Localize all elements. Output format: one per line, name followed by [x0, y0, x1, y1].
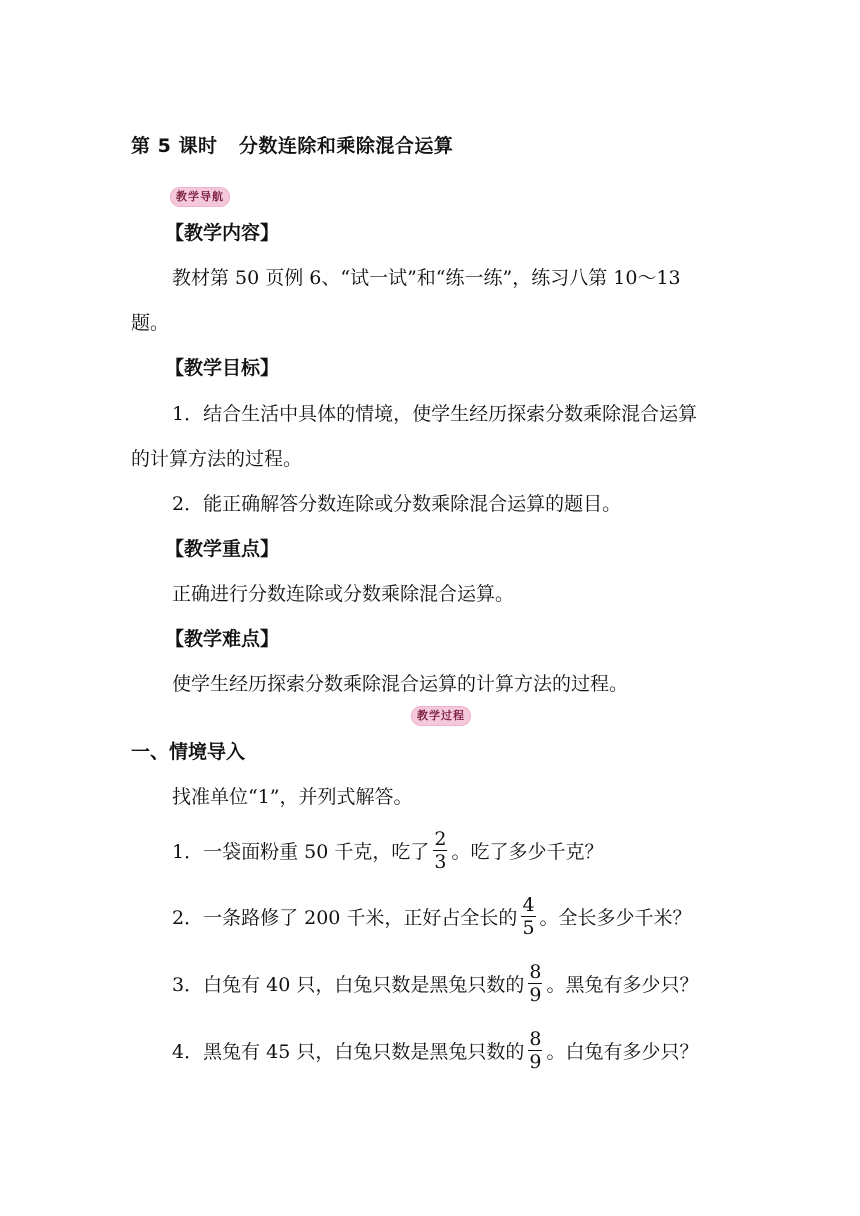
difficulty-heading: 【教学难点】 — [165, 628, 280, 650]
question-2-end: 。全长多少千米？ — [539, 907, 692, 929]
teaching-process-badge: 教学过程 — [411, 706, 471, 726]
question-4-text: 4．黑兔有 45 只，白兔只数是黑兔只数的 — [172, 1041, 525, 1063]
fraction-denominator: 9 — [529, 1051, 542, 1073]
fraction-numerator: 4 — [522, 894, 535, 916]
fraction-denominator: 5 — [522, 917, 535, 939]
question-3-end: 。黑兔有多少只？ — [546, 974, 699, 996]
question-4 — [172, 1028, 698, 1073]
goal1-line1: 1．结合生活中具体的情境，使学生经历探索分数乘除混合运算 — [172, 403, 698, 425]
lesson-number: 第 5 课时 — [131, 135, 218, 157]
intro-instruction: 找准单位“1”，并列式解答。 — [172, 786, 413, 808]
fraction-8-9 — [528, 1028, 542, 1073]
goal2: 2．能正确解答分数连除或分数乘除混合运算的题目。 — [172, 493, 622, 515]
question-1-end: 。吃了多少千克？ — [451, 841, 604, 863]
fraction-denominator: 3 — [434, 851, 447, 873]
fraction-8-9 — [528, 961, 542, 1006]
question-2-text: 2．一条路修了 200 千米，正好占全长的 — [172, 907, 518, 929]
fraction-2-3 — [433, 828, 447, 873]
goals-heading: 【教学目标】 — [165, 357, 280, 379]
fraction-denominator: 9 — [529, 984, 542, 1006]
difficulty-text: 使学生经历探索分数乘除混合运算的计算方法的过程。 — [172, 673, 629, 695]
question-3 — [172, 961, 698, 1006]
content-text-line2: 题。 — [131, 312, 170, 334]
question-4-end: 。白兔有多少只？ — [546, 1041, 699, 1063]
lesson-title — [131, 134, 453, 158]
question-3-text: 3．白兔有 40 只，白兔只数是黑兔只数的 — [172, 974, 525, 996]
lesson-topic: 分数连除和乘除混合运算 — [238, 135, 454, 157]
fraction-numerator: 2 — [434, 828, 447, 850]
goal1-line2: 的计算方法的过程。 — [131, 448, 303, 470]
teaching-nav-badge: 教学导航 — [170, 187, 230, 207]
content-heading: 【教学内容】 — [165, 222, 280, 244]
question-1-text: 1．一袋面粉重 50 千克，吃了 — [172, 841, 430, 863]
key-points-heading: 【教学重点】 — [165, 538, 280, 560]
question-2 — [172, 894, 692, 939]
fraction-numerator: 8 — [529, 961, 542, 983]
key-points-text: 正确进行分数连除或分数乘除混合运算。 — [172, 583, 515, 605]
fraction-4-5 — [521, 894, 535, 939]
question-1 — [172, 828, 603, 873]
intro-heading: 一、情境导入 — [131, 741, 246, 763]
content-text-line1: 教材第 50 页例 6、“试一试”和“练一练”，练习八第 10～13 — [172, 267, 681, 289]
fraction-numerator: 8 — [529, 1028, 542, 1050]
